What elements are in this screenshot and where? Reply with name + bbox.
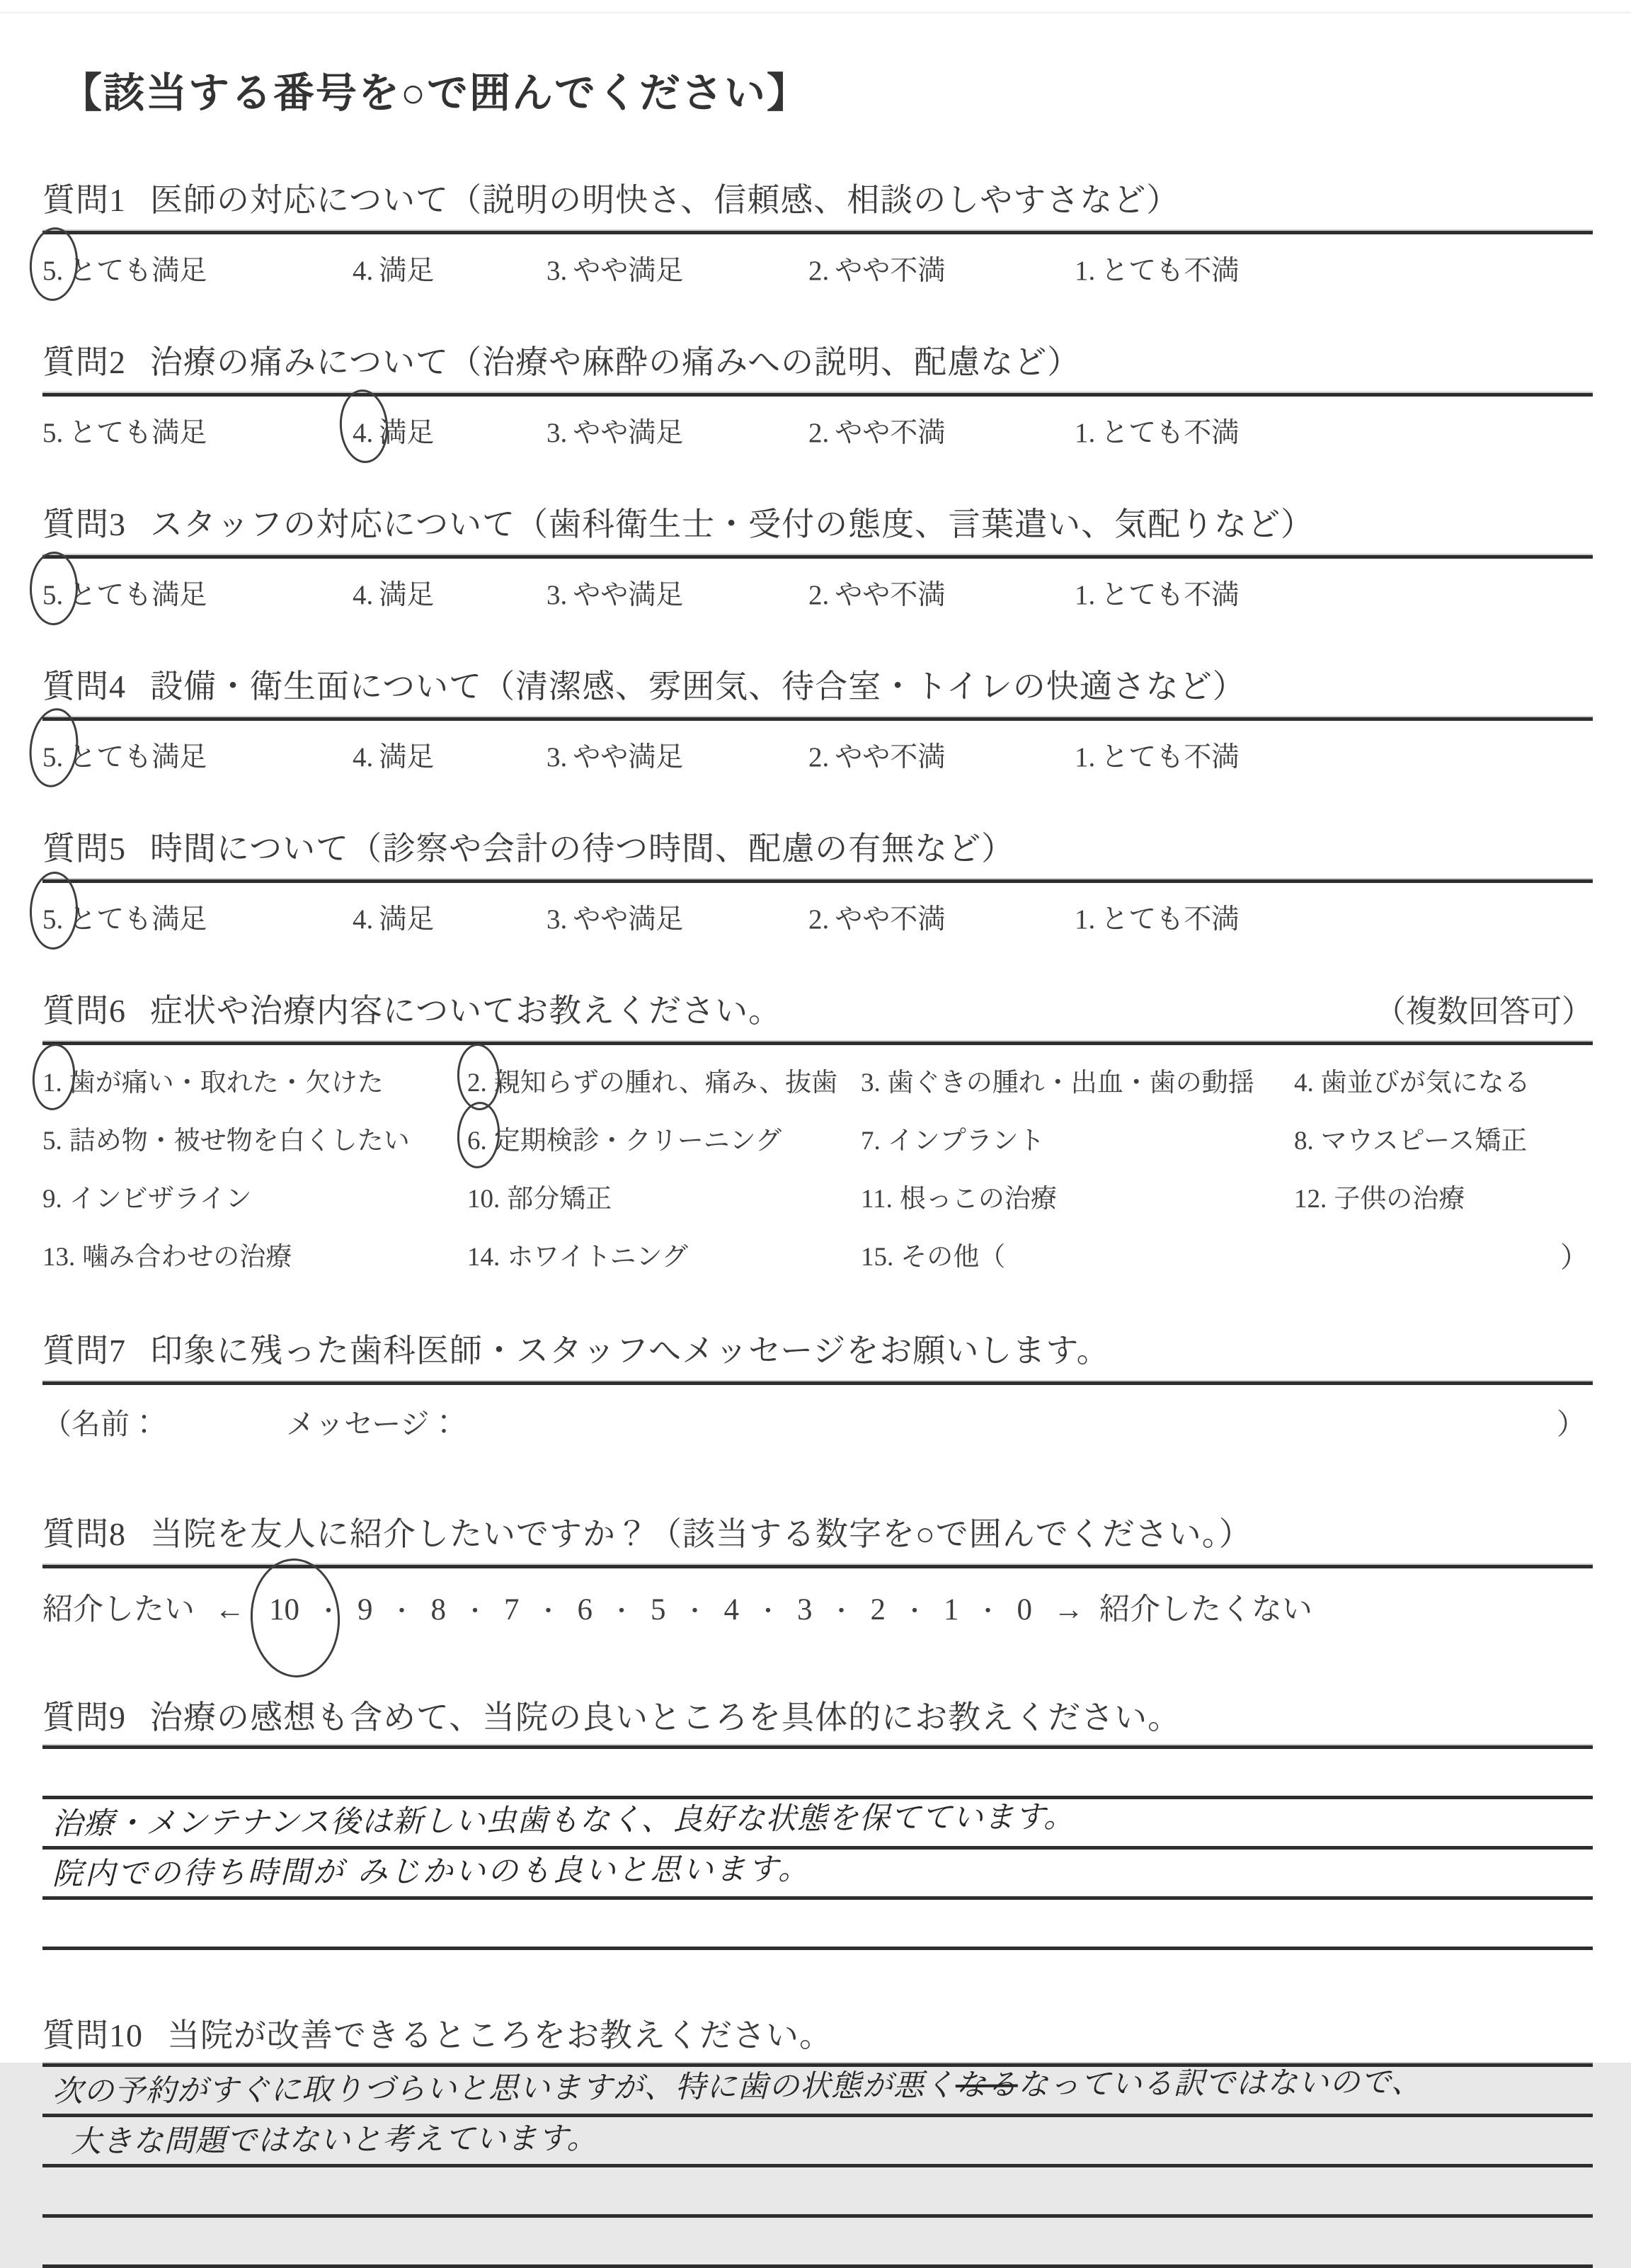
option-label: やや満足 bbox=[573, 742, 684, 773]
dot-separator: ・ bbox=[389, 1599, 414, 1625]
option-number: 2. bbox=[808, 418, 830, 448]
option-1 bbox=[1075, 735, 1239, 775]
item-label: 子供の治療 bbox=[1334, 1185, 1465, 1214]
item-number: 14. bbox=[467, 1243, 500, 1272]
option-number: 1. bbox=[1075, 418, 1096, 448]
symptom-item-6 bbox=[467, 1119, 861, 1157]
question-6-block bbox=[42, 985, 1593, 1275]
option-label: やや満足 bbox=[573, 904, 684, 935]
question-number: 質問5 bbox=[42, 831, 126, 867]
left-arrow-icon: ← bbox=[214, 1593, 245, 1626]
option-number: 3. bbox=[546, 904, 568, 935]
option-2 bbox=[808, 411, 945, 450]
question-number: 質問7 bbox=[42, 1333, 126, 1369]
item-number: 1. bbox=[42, 1069, 62, 1098]
option-number: 5. bbox=[42, 904, 64, 935]
question-9-block bbox=[42, 1692, 1593, 1950]
symptom-item-12 bbox=[1294, 1177, 1593, 1215]
symptom-item-2 bbox=[467, 1061, 861, 1099]
question-8-header bbox=[42, 1508, 1593, 1555]
symptom-item-3 bbox=[861, 1061, 1294, 1099]
option-label: とても不満 bbox=[1101, 742, 1240, 773]
option-3 bbox=[546, 573, 683, 612]
question-title: 治療の感想も含めて、当院の良いところを具体的にお教えください。 bbox=[150, 1699, 1181, 1736]
item-label: 定期検診・クリーニング bbox=[493, 1127, 782, 1156]
item-number: 7. bbox=[861, 1127, 881, 1156]
nps-8: 8 bbox=[430, 1593, 446, 1626]
nps-0: 0 bbox=[1017, 1593, 1032, 1626]
option-3 bbox=[546, 897, 683, 937]
question-number: 質問3 bbox=[42, 506, 126, 542]
answer-line-blank bbox=[42, 2167, 1593, 2218]
question-3-header bbox=[42, 498, 1593, 545]
dot-separator: ・ bbox=[610, 1599, 634, 1625]
nps-4: 4 bbox=[723, 1593, 739, 1626]
question-10-block bbox=[42, 2010, 1593, 2268]
question-6-header bbox=[42, 985, 782, 1032]
item-label: 部分矯正 bbox=[507, 1185, 612, 1214]
option-5 bbox=[42, 411, 207, 450]
dot-separator: ・ bbox=[829, 1599, 854, 1625]
question-10-header bbox=[42, 2010, 1593, 2056]
option-label: とても不満 bbox=[1101, 418, 1240, 448]
question-number: 質問1 bbox=[42, 182, 126, 218]
option-4 bbox=[353, 735, 434, 775]
option-1 bbox=[1075, 249, 1239, 288]
question-1-header bbox=[42, 174, 1593, 221]
question-title: 時間について（診察や会計の待つ時間、配慮の有無など） bbox=[150, 831, 1015, 867]
question-8-block bbox=[42, 1508, 1593, 1645]
option-label: やや不満 bbox=[835, 418, 946, 448]
nps-10: 10 bbox=[269, 1592, 299, 1627]
option-number: 4. bbox=[353, 580, 374, 610]
option-label: やや満足 bbox=[573, 418, 684, 448]
option-number: 5. bbox=[42, 742, 64, 773]
question-number: 質問10 bbox=[42, 2017, 143, 2053]
nps-7: 7 bbox=[504, 1593, 520, 1626]
option-number: 1. bbox=[1075, 742, 1096, 773]
item-number: 15. bbox=[861, 1243, 894, 1272]
answer-line-1 bbox=[42, 1799, 1593, 1850]
question-number: 質問8 bbox=[42, 1516, 126, 1552]
option-label: とても満足 bbox=[69, 256, 207, 286]
handwriting-segment: 次の予約がすぐに取りづらいと思いますが、特に歯の状態が悪く bbox=[52, 2068, 956, 2109]
options-row bbox=[42, 721, 1593, 779]
option-label: とても不満 bbox=[1101, 904, 1240, 935]
question-number: 質問9 bbox=[42, 1699, 126, 1736]
item-number: 5. bbox=[42, 1127, 62, 1156]
item-label: その他（ bbox=[900, 1243, 1006, 1272]
option-number: 1. bbox=[1075, 256, 1096, 286]
question-number: 質問2 bbox=[42, 344, 126, 380]
option-number: 3. bbox=[546, 256, 568, 286]
nps-3: 3 bbox=[797, 1593, 813, 1626]
question-9-header bbox=[42, 1692, 1593, 1738]
item-number: 4. bbox=[1294, 1069, 1314, 1098]
option-label: 満足 bbox=[379, 418, 435, 448]
option-number: 3. bbox=[546, 418, 568, 448]
option-2 bbox=[808, 249, 945, 288]
page-title: 【該当する番号を○で囲んでください】 bbox=[61, 70, 810, 116]
option-5 bbox=[42, 573, 207, 612]
options-row bbox=[42, 234, 1593, 292]
option-label: とても満足 bbox=[69, 580, 207, 610]
handwriting-segment: なっている訳ではないので、 bbox=[1017, 2064, 1423, 2103]
item-label: 歯ぐきの腫れ・出血・歯の動揺 bbox=[887, 1069, 1254, 1098]
option-5 bbox=[42, 897, 207, 937]
name-field-label: （名前： bbox=[42, 1408, 159, 1440]
question-title: 設備・衛生面について（清潔感、雰囲気、待合室・トイレの快適さなど） bbox=[150, 668, 1246, 705]
item-label: 親知らずの腫れ、痛み、抜歯 bbox=[493, 1069, 838, 1098]
scan-artifact-line bbox=[0, 11, 1631, 13]
answer-line-2 bbox=[42, 1850, 1593, 1900]
question-7-block bbox=[42, 1325, 1593, 1443]
option-2 bbox=[808, 735, 945, 775]
item-label: ホワイトニング bbox=[507, 1243, 688, 1272]
option-5 bbox=[42, 249, 207, 288]
question-5-block bbox=[42, 823, 1593, 941]
option-number: 1. bbox=[1075, 580, 1096, 610]
option-5 bbox=[42, 735, 207, 775]
symptom-item-14 bbox=[467, 1235, 861, 1275]
item-label: 詰め物・被せ物を白くしたい bbox=[69, 1127, 410, 1156]
answer-line-blank bbox=[42, 1749, 1593, 1799]
nps-right-label: 紹介したくない bbox=[1099, 1593, 1312, 1626]
symptom-item-4 bbox=[1294, 1061, 1593, 1099]
item-label: インプラント bbox=[887, 1127, 1045, 1156]
item-number: 8. bbox=[1294, 1127, 1314, 1156]
symptom-item-13 bbox=[42, 1235, 467, 1275]
handwritten-text bbox=[52, 2058, 1423, 2111]
multi-answer-note: （複数回答可） bbox=[1375, 994, 1593, 1029]
option-label: やや不満 bbox=[835, 580, 946, 610]
option-1 bbox=[1075, 411, 1239, 450]
option-label: 満足 bbox=[379, 904, 435, 935]
option-number: 2. bbox=[808, 742, 830, 773]
question-title: スタッフの対応について（歯科衛生士・受付の態度、言葉遣い、気配りなど） bbox=[150, 506, 1315, 542]
question-3-block bbox=[42, 498, 1593, 617]
option-number: 4. bbox=[353, 418, 374, 448]
question-4-block bbox=[42, 661, 1593, 779]
item-label: 歯が痛い・取れた・欠けた bbox=[69, 1069, 384, 1098]
question-title: 治療の痛みについて（治療や麻酔の痛みへの説明、配慮など） bbox=[150, 344, 1081, 380]
option-4 bbox=[353, 573, 434, 612]
option-label: とても満足 bbox=[69, 742, 207, 773]
symptom-item-7 bbox=[861, 1119, 1294, 1157]
item-number: 2. bbox=[467, 1069, 487, 1098]
option-number: 5. bbox=[42, 256, 64, 286]
question-title: 印象に残った歯科医師・スタッフへメッセージをお願いします。 bbox=[150, 1333, 1110, 1369]
message-field-label: メッセージ： bbox=[286, 1408, 459, 1440]
nps-1: 1 bbox=[944, 1593, 959, 1626]
option-4 bbox=[353, 411, 434, 450]
nps-5: 5 bbox=[651, 1593, 666, 1626]
item-number: 6. bbox=[467, 1127, 487, 1156]
dot-separator: ・ bbox=[975, 1599, 1000, 1625]
option-number: 2. bbox=[808, 256, 830, 286]
handwritten-text: 治療・メンテナンス後は新しい虫歯もなく、良好な状態を保てています。 bbox=[52, 1799, 1075, 1842]
dot-separator: ・ bbox=[536, 1599, 561, 1625]
option-label: とても不満 bbox=[1101, 580, 1240, 610]
item-label: インビザライン bbox=[69, 1185, 252, 1214]
option-number: 2. bbox=[808, 580, 830, 610]
question-2-block bbox=[42, 336, 1593, 455]
options-row bbox=[42, 559, 1593, 617]
nps-left-label: 紹介したい bbox=[42, 1593, 195, 1626]
symptom-item-5 bbox=[42, 1119, 467, 1157]
option-1 bbox=[1075, 573, 1239, 612]
handwriting-struck-segment: なる bbox=[955, 2067, 1018, 2104]
handwritten-text: 大きな問題ではないと考えています。 bbox=[70, 2120, 598, 2160]
option-number: 2. bbox=[808, 904, 830, 935]
item-label: 噛み合わせの治療 bbox=[82, 1243, 292, 1272]
answer-line-1 bbox=[42, 2064, 1593, 2117]
option-2 bbox=[808, 573, 945, 612]
item-label: マウスピース矯正 bbox=[1320, 1127, 1528, 1156]
option-label: 満足 bbox=[379, 256, 435, 286]
nps-9: 9 bbox=[357, 1593, 373, 1626]
other-close-paren: ） bbox=[1560, 1241, 1589, 1273]
option-1 bbox=[1075, 897, 1239, 937]
item-label: 歯並びが気になる bbox=[1320, 1069, 1530, 1098]
handwritten-text: 院内での待ち時間が みじかいのも良いと思います。 bbox=[52, 1851, 811, 1892]
right-arrow-icon: → bbox=[1053, 1593, 1084, 1626]
option-number: 4. bbox=[353, 742, 374, 773]
option-label: とても満足 bbox=[69, 904, 207, 935]
question-2-header bbox=[42, 336, 1593, 383]
option-number: 4. bbox=[353, 256, 374, 286]
item-number: 11. bbox=[861, 1185, 893, 1214]
symptom-item-9 bbox=[42, 1177, 467, 1215]
option-label: 満足 bbox=[379, 580, 435, 610]
question-4-header bbox=[42, 661, 1593, 707]
option-number: 4. bbox=[353, 904, 374, 935]
dot-separator: ・ bbox=[463, 1599, 487, 1625]
dot-separator: ・ bbox=[903, 1599, 927, 1625]
symptom-options-grid bbox=[42, 1045, 1593, 1275]
dot-separator: ・ bbox=[316, 1599, 340, 1625]
symptom-item-11 bbox=[861, 1177, 1294, 1215]
option-3 bbox=[546, 249, 683, 288]
question-title: 症状や治療内容についてお教えください。 bbox=[150, 993, 782, 1029]
question-number: 質問6 bbox=[42, 993, 126, 1029]
dot-separator: ・ bbox=[682, 1599, 707, 1625]
item-number: 12. bbox=[1294, 1185, 1327, 1214]
option-label: 満足 bbox=[379, 742, 435, 773]
option-label: とても不満 bbox=[1101, 256, 1240, 286]
option-label: やや不満 bbox=[835, 256, 946, 286]
option-number: 3. bbox=[546, 742, 568, 773]
question-1-block bbox=[42, 174, 1593, 292]
option-3 bbox=[546, 735, 683, 775]
dot-separator: ・ bbox=[756, 1599, 780, 1625]
symptom-item-15-other bbox=[861, 1235, 1294, 1275]
option-label: やや不満 bbox=[835, 742, 946, 773]
answer-line-blank bbox=[42, 2218, 1593, 2268]
option-number: 3. bbox=[546, 580, 568, 610]
answer-line-2 bbox=[42, 2117, 1593, 2167]
close-paren: ） bbox=[1557, 1408, 1586, 1440]
option-number: 1. bbox=[1075, 904, 1096, 935]
option-label: とても満足 bbox=[69, 418, 207, 448]
option-label: やや満足 bbox=[573, 256, 684, 286]
symptom-item-10 bbox=[467, 1177, 861, 1215]
symptom-item-8 bbox=[1294, 1119, 1593, 1157]
symptom-item-1 bbox=[42, 1061, 467, 1099]
item-label: 根っこの治療 bbox=[899, 1185, 1057, 1214]
question-title: 医師の対応について（説明の明快さ、信頼感、相談のしやすさなど） bbox=[150, 182, 1180, 218]
nps-6: 6 bbox=[577, 1593, 593, 1626]
answer-line-blank bbox=[42, 1900, 1593, 1950]
option-2 bbox=[808, 897, 945, 937]
item-number: 3. bbox=[861, 1069, 881, 1098]
question-7-header bbox=[42, 1325, 1593, 1372]
option-number: 5. bbox=[42, 580, 64, 610]
nps-2: 2 bbox=[870, 1593, 886, 1626]
option-label: やや満足 bbox=[573, 580, 684, 610]
item-number: 9. bbox=[42, 1185, 62, 1214]
nps-scale-row bbox=[42, 1568, 1593, 1645]
question-title: 当院が改善できるところをお教えください。 bbox=[167, 2017, 832, 2053]
item-number: 10. bbox=[467, 1185, 500, 1214]
option-number: 5. bbox=[42, 418, 64, 448]
options-row bbox=[42, 883, 1593, 941]
option-4 bbox=[353, 249, 434, 288]
option-label: やや不満 bbox=[835, 904, 946, 935]
question-number: 質問4 bbox=[42, 668, 126, 705]
option-3 bbox=[546, 411, 683, 450]
option-4 bbox=[353, 897, 434, 937]
item-number: 13. bbox=[42, 1243, 76, 1272]
question-5-header bbox=[42, 823, 1593, 870]
options-row bbox=[42, 397, 1593, 455]
name-message-row bbox=[42, 1385, 1593, 1443]
question-title: 当院を友人に紹介したいですか？（該当する数字を○で囲んでください。） bbox=[150, 1516, 1252, 1552]
